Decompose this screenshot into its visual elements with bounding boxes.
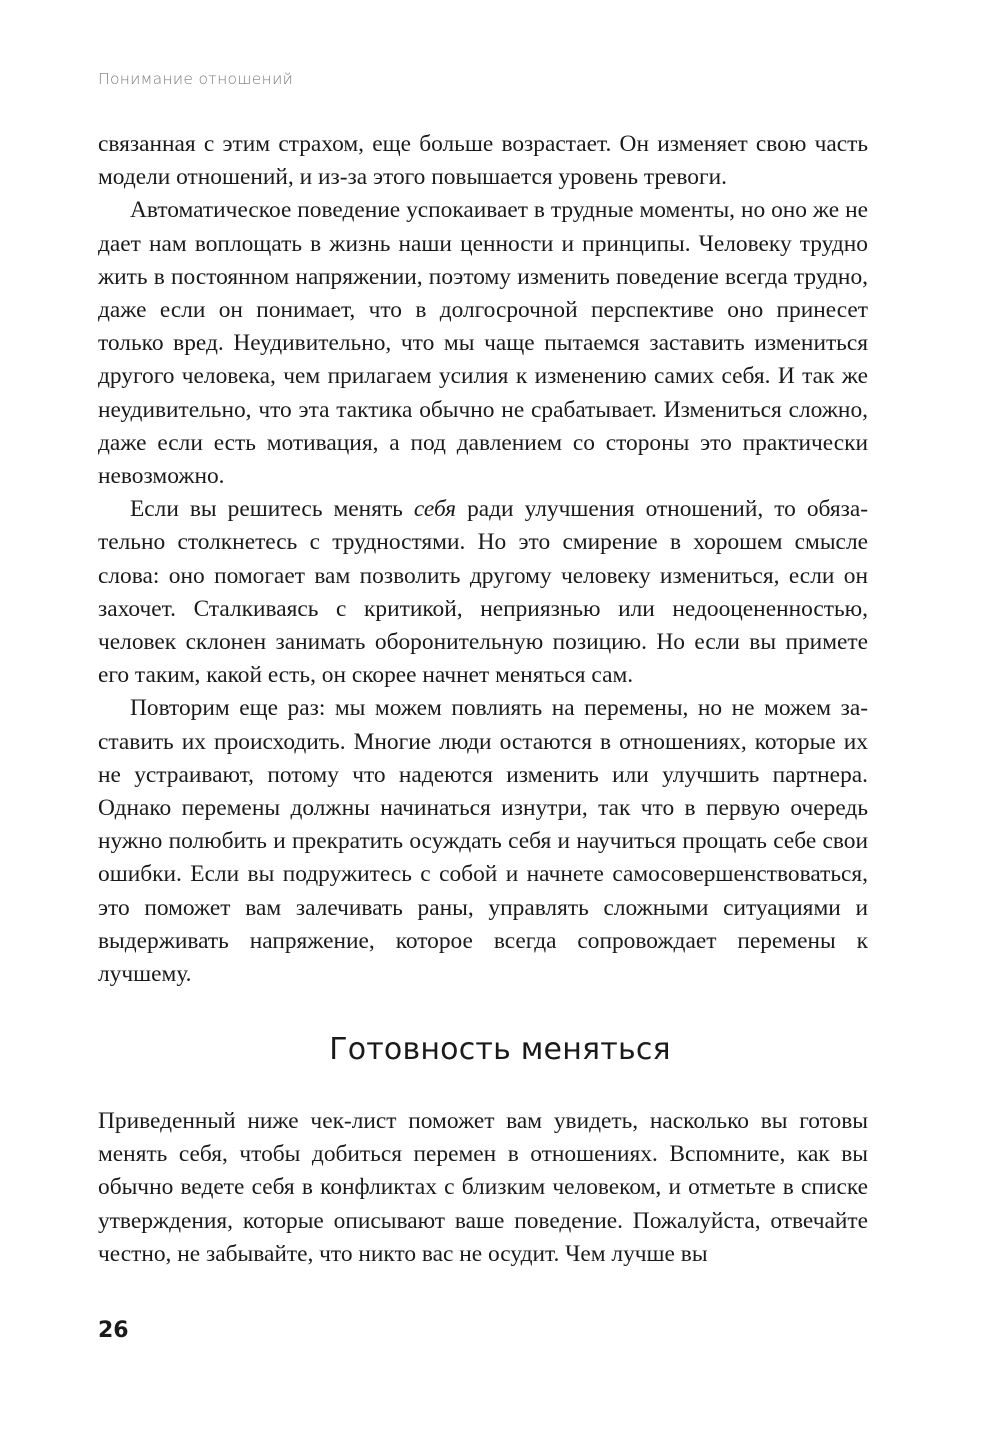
paragraph: связанная с этим страхом, еще больше возрастает. Он изменяет свою часть модели отношений, и из-за этого повышается уровень тревоги.: [98, 131, 868, 191]
paragraph: Повторим еще раз: мы можем повлиять на перемены, но не можем заставить их происходить. Многие люди остаются в отношениях, которые их не устраивают, потому что надеются изменить или улучшить партнера. Однако перемены должны начинаться изнутри, так что в первую очередь нужно полюбить и прекратить осуждать себя и научиться прощать себе свои ошибки. Если вы подружитесь с собой и начнете самосовершенствоваться, это поможет вам залечивать раны, управлять сложными ситуациями и выдерживать напряжение, которое всегда сопровождает перемены к лучшему.: [98, 695, 868, 988]
paragraph: Автоматическое поведение успокаивает в трудные моменты, но оно же не дает нам воплощать в жизнь наши ценности и принципы. Человеку трудно жить в постоянном напряжении, поэтому изменить поведение всегда трудно, даже если он понимает, что в долгосрочной перспективе оно принесет только вред. Неудивительно, что мы чаще пытаемся заставить измениться другого человека, чем прилагаем усилия к изменению самих себя. И так же неудивительно, что эта тактика обычно не срабатывает. Измениться сложно, даже если есть мотивация, а под давлением со стороны это практически невозможно.: [98, 197, 868, 490]
section-heading: Готовность меняться: [329, 1032, 671, 1067]
paragraph-text: Если вы решитесь менять: [130, 496, 414, 523]
section-body: [98, 128, 868, 991]
paragraph: [98, 493, 868, 692]
running-head: Понимание отношений: [98, 70, 294, 88]
page-number: 26: [98, 1318, 129, 1343]
emphasis-text: себя: [413, 496, 457, 523]
paragraph: Приведенный ниже чек-лист поможет вам увидеть, насколько вы готовы менять себя, чтобы добиться перемен в отношениях. Вспомните, как вы обычно ведете себя в конфликтах с близким человеком, и отметьте в списке утверждения, которые описывают ваше поведение. Пожалуйста, отвечайте честно, не забывайте, что никто вас не осудит. Чем лучше вы: [98, 1108, 868, 1267]
paragraph-text: ради улучшения отношений, то обязательно столкнетесь с трудностями. Но это смирение в хорошем смысле слова: оно помогает вам позволить другому человеку измениться, если он захочет. Сталкиваясь с критикой, неприязнью или недооцененностью, человек склонен занимать оборонительную позицию. Но если вы примете его таким, какой есть, он скорее начнет меняться сам.: [98, 496, 869, 689]
section-body: [98, 1105, 868, 1271]
